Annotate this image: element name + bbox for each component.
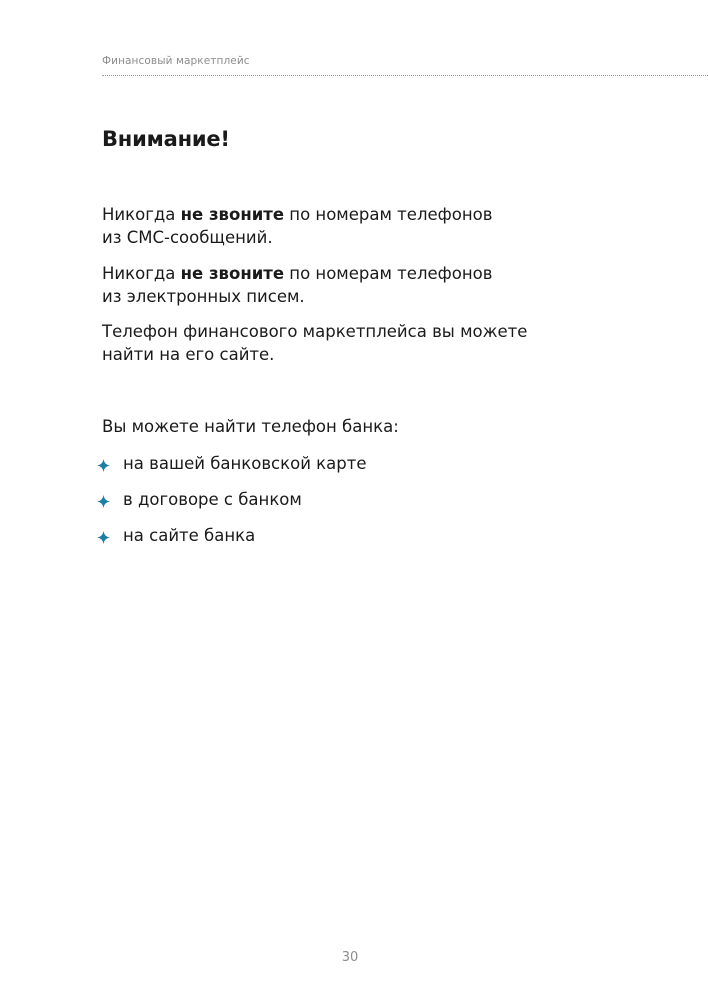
warning-sms-line2: из СМС-сообщений. xyxy=(102,228,273,247)
warning-email-suffix: по номерам телефонов xyxy=(284,264,493,283)
warning-sms-emphasis: не звоните xyxy=(180,205,285,224)
list-item xyxy=(97,452,366,488)
running-header: Финансовый маркетплейс xyxy=(102,55,250,67)
page-number: 30 xyxy=(341,950,359,965)
list-item xyxy=(97,524,366,560)
warning-email-emphasis: не звоните xyxy=(180,264,285,283)
warning-email-line2: из электронных писем. xyxy=(102,287,305,306)
marketplace-phone-note xyxy=(102,320,622,366)
warning-sms-prefix: Никогда xyxy=(102,205,181,224)
four-point-star-icon xyxy=(97,459,110,472)
warning-sms xyxy=(102,203,622,249)
warning-sms-suffix: по номерам телефонов xyxy=(284,205,493,224)
bank-phone-list xyxy=(97,452,366,560)
four-point-star-icon xyxy=(97,495,110,508)
list-item-text: в договоре с банком xyxy=(123,490,302,509)
header-divider xyxy=(102,75,708,76)
page-title: Внимание! xyxy=(102,127,230,151)
bank-phone-intro: Вы можете найти телефон банка: xyxy=(102,417,399,436)
marketplace-note-line2: найти на его сайте. xyxy=(102,345,275,364)
warning-email xyxy=(102,262,622,308)
list-item-text: на сайте банка xyxy=(123,526,256,545)
list-item xyxy=(97,488,366,524)
marketplace-note-line1: Телефон финансового маркетплейса вы можете xyxy=(102,322,528,341)
list-item-text: на вашей банковской карте xyxy=(123,454,367,473)
four-point-star-icon xyxy=(97,531,110,544)
warning-email-prefix: Никогда xyxy=(102,264,181,283)
